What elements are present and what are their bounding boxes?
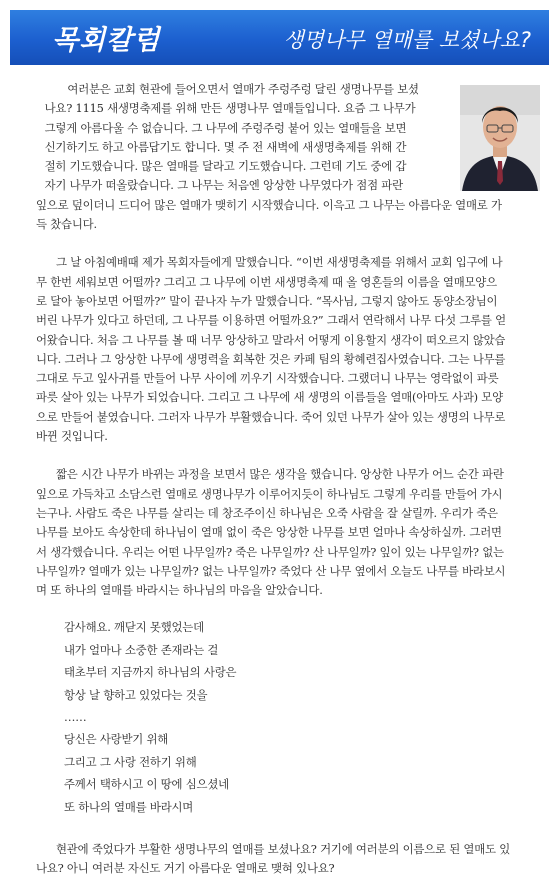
text-line: 절히 기도했습니다. 많은 열매를 달라고 기도했습니다. 그런데 기도 중에 갑 bbox=[44, 159, 407, 174]
paragraph-4 bbox=[36, 840, 546, 879]
text-line: 잎으로 덮이더니 드디어 많은 열매가 맺히기 시작했습니다. 이윽고 그 나무는 아름다운 열매로 가 bbox=[36, 197, 502, 212]
text-line: 나무를 보아도 속상한데 하나님이 열매 없이 죽은 앙상한 나무를 보면 얼마나 속상하실까. 그러면 bbox=[36, 525, 502, 540]
text-line: 파릇 살아 있는 나무가 되었습니다. 그리고 그 나무에 새 생명의 이름들을 열매(아마도 사과) 모양 bbox=[36, 390, 503, 405]
column-body bbox=[36, 80, 546, 879]
poem-line: 당신은 사랑받기 위해 bbox=[64, 732, 169, 747]
text-line: 나무일까? 열매가 있는 나무일까? 없는 나무일까? 죽었다 산 나무 옆에서 오늘도 나무를 바라보시 bbox=[36, 563, 506, 578]
text-line: 로 달아 놓아보면 어떨까?” 말이 끝나자 누가 말했습니다. “목사님, 그렇지 않아도 동양소장님이 bbox=[36, 293, 498, 308]
text-line: 현관에 죽었다가 부활한 생명나무의 열매를 보셨나요? 거기에 여러분의 이름으로 된 열매도 있 bbox=[56, 841, 511, 856]
column-title: 목회칼럼 bbox=[52, 25, 161, 56]
text-line: 그대로 두고 잎사귀를 만들어 나무 사이에 끼우기 시작했습니다. 그랬더니 나무는 영락없이 파릇 bbox=[36, 371, 499, 386]
paragraph-1-tail bbox=[36, 196, 546, 235]
poem-line: 또 하나의 열매를 바라시며 bbox=[64, 799, 194, 814]
text-line: 니다. 그러나 그 앙상한 나무에 생명력을 회복한 것은 카페 팀의 황혜련집사였습니다. 그는 나무를 bbox=[36, 351, 506, 366]
text-line: 그 날 아침예배때 제가 목회자들에게 말했습니다. “이번 새생명축제를 위해서 교회 입구에 나 bbox=[56, 255, 503, 270]
text-line: 잎으로 가득차고 소담스런 열매로 생명나무가 이루어지듯이 하나님도 그렇게 우리를 만들어 가시 bbox=[36, 486, 503, 501]
text-line: 버린 나무가 있다고 하던데, 그 나무를 이용하면 어떨까요?” 그래서 연락해서 나무 다섯 그루를 얻 bbox=[36, 313, 506, 328]
text-line: 나요? 1115 새생명축제를 위해 만든 생명나무 열매들입니다. 요즘 그 나무가 bbox=[44, 101, 416, 116]
text-line: 그렇게 아름다울 수 없습니다. 그 나무에 주렁주렁 붙어 있는 열매들을 보면 bbox=[44, 120, 407, 135]
text-line: 짧은 시간 나무가 바뀌는 과정을 보면서 많은 생각을 했습니다. 앙상한 나무가 어느 순간 파란 bbox=[56, 467, 504, 482]
column-header-banner bbox=[10, 10, 549, 65]
text-line: 나요? 아니 여러분 자신도 거기 아름다운 열매로 맺혀 있나요? bbox=[36, 861, 335, 876]
text-line: 신기하기도 하고 아름답기도 합니다. 몇 주 전 새벽에 새생명축제를 위해 간 bbox=[44, 139, 407, 154]
text-line: 어왔습니다. 처음 그 나무를 볼 때 너무 앙상하고 말라서 어떻게 이용할지 생각이 떠오르지 않았습 bbox=[36, 332, 506, 347]
text-line: 는구나. 사람도 죽은 나무를 살리는 데 창조주이신 하나님은 오죽 사람을 잘 살릴까. 우리가 죽은 bbox=[36, 505, 498, 520]
text-line: 서 생각했습니다. 우리는 어떤 나무일까? 죽은 나무일까? 산 나무일까? 잎이 있는 나무일까? 없는 bbox=[36, 544, 504, 559]
paragraph-1-wrapped bbox=[44, 80, 451, 196]
text-line: 며 또 하나의 열매를 바라시는 하나님의 마음을 알았습니다. bbox=[36, 583, 323, 598]
poem-line: 내가 얼마나 소중한 존재라는 걸 bbox=[64, 642, 219, 657]
poem-line: …… bbox=[64, 709, 87, 724]
text-line: 바뀐 것입니다. bbox=[36, 429, 108, 444]
text-line: 자기 나무가 떠올랐습니다. 그 나무는 처음엔 앙상한 나무였다가 점점 파란 bbox=[44, 178, 403, 193]
text-line: 으로 만들어 붙였습니다. 그러자 나무가 부활했습니다. 죽어 있던 나무가 살아 있는 생명의 나무로 bbox=[36, 409, 506, 424]
text-line: 여러분은 교회 현관에 들어오면서 열매가 주렁주렁 달린 생명나무를 보셨 bbox=[67, 82, 419, 96]
poem-line: 주께서 택하시고 이 땅에 심으셨네 bbox=[64, 777, 229, 792]
poem-line: 그리고 그 사랑 전하기 위해 bbox=[64, 754, 197, 769]
poem-line: 항상 날 향하고 있었다는 것을 bbox=[64, 687, 208, 702]
poem-line: 감사해요. 깨닫지 못했었는데 bbox=[64, 620, 204, 635]
poem-line: 태초부터 지금까지 하나님의 사랑은 bbox=[64, 665, 237, 680]
text-line: 무 한번 세워보면 어떨까? 그리고 그 나무에 이번 새생명축제 때 올 영혼들의 이름을 열매모양으 bbox=[36, 274, 497, 289]
paragraph-3 bbox=[36, 465, 546, 600]
text-line: 득 찼습니다. bbox=[36, 217, 97, 232]
column-subtitle: 생명나무 열매를 보셨나요? bbox=[283, 28, 531, 52]
poem-block bbox=[56, 616, 546, 818]
paragraph-2 bbox=[36, 253, 546, 446]
